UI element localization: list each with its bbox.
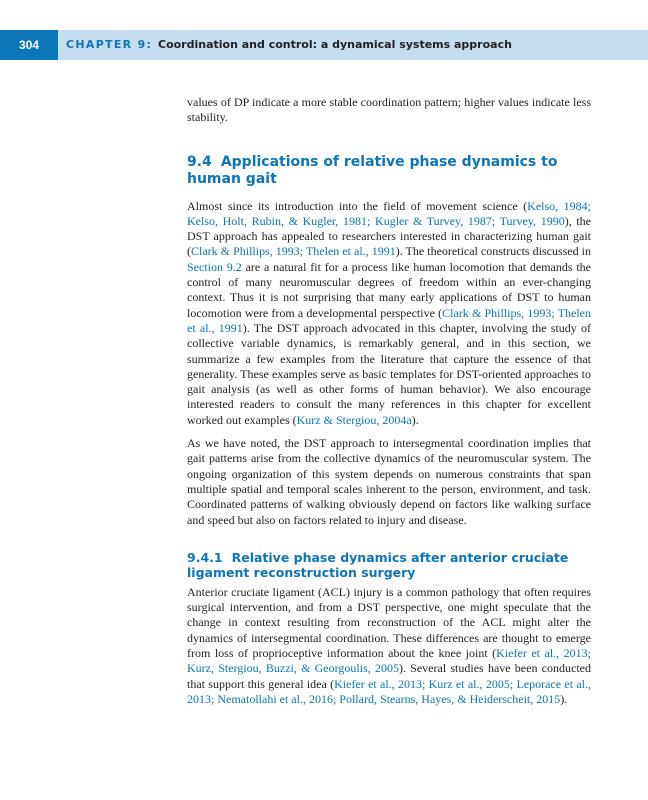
text-run: ). Several studies have been conducted that support this general idea ( bbox=[187, 661, 591, 691]
intro-paragraph: values of DP indicate a more stable coordination pattern; higher values indicate less stability. bbox=[187, 95, 591, 125]
section-paragraph-2: As we have noted, the DST approach to intersegmental coordination implies that gait patterns arise from the collective dynamics of the neuromuscular system. The ongoing organization of this system depends on numerous constraints that span multiple spatial and temporal scales inherent to the person, environment, and task. Coordinated patterns of walking obviously depend on factors like walking surface and speed but also on factors related to injury and disease. bbox=[187, 436, 591, 527]
text-run: ), the DST approach has appealed to researchers interested in characterizing human gait ( bbox=[187, 213, 592, 259]
subsection-paragraph-1 bbox=[187, 585, 591, 707]
citation-link[interactable]: Kiefer et al., 2013; Kurz et al., 2005; Leporace et al., 2013; Nematollahi et al., 2016; Pollard, Stearns, Hayes, & Heiderscheit, 2015 bbox=[187, 676, 591, 706]
section-crossref-link[interactable]: Section 9.2 bbox=[187, 259, 242, 274]
citation-link[interactable]: Clark & Phillips, 1993; Thelen et al., 1991 bbox=[191, 244, 396, 259]
section-heading bbox=[187, 154, 591, 188]
text-run: ). The DST approach advocated in this chapter, involving the study of collective variable dynamics, is remarkably general, and in this section, we summarize a few examples from the literature that capture the essence of that generality. These examples serve as basic templates for DST-oriented approaches to gait analysis (as well as other forms of human behavior). We also encourage interested readers to consult the many references in this chapter for excellent worked out examples ( bbox=[187, 320, 591, 427]
citation-link[interactable]: Kiefer et al., 2013; Kurz, Stergiou, Buzzi, & Georgoulis, 2005 bbox=[187, 646, 591, 676]
section-number: 9.4 bbox=[187, 153, 212, 170]
text-run: ). bbox=[560, 691, 568, 706]
subsection-number: 9.4.1 bbox=[187, 549, 223, 565]
citation-link[interactable]: Kurz & Stergiou, 2004a bbox=[296, 412, 412, 427]
text-run: Almost since its introduction into the field of movement science ( bbox=[187, 198, 528, 213]
section-paragraph-1 bbox=[187, 199, 591, 428]
text-run: ). bbox=[411, 412, 419, 427]
citation-link[interactable]: Clark & Phillips, 1993; Thelen et al., 1991 bbox=[187, 305, 592, 335]
subsection-heading bbox=[187, 550, 591, 581]
chapter-label: CHAPTER 9: bbox=[66, 38, 153, 51]
text-run: ). The theoretical constructs discussed in bbox=[395, 244, 592, 259]
page-body bbox=[187, 95, 591, 707]
chapter-title: Coordination and control: a dynamical systems approach bbox=[158, 38, 512, 51]
citation-link[interactable]: Kelso, 1984; Kelso, Holt, Rubin, & Kugler, 1981; Kugler & Turvey, 1987; Turvey, 1990 bbox=[187, 198, 591, 228]
text-run: Anterior cruciate ligament (ACL) injury is a common pathology that often requires surgical intervention, and from a DST perspective, one might speculate that the change in context resulting from reconstruction of the ACL might alter the dynamics of intersegmental coordination. These differences are thought to emerge from loss of proprioceptive information about the knee joint ( bbox=[187, 584, 591, 661]
text-run: are a natural fit for a process like human locomotion that demands the control of many neuromuscular degrees of freedom within an ever-changing context. Thus it is not surprising that many early applications of DST to human locomotion were from a developmental perspective ( bbox=[187, 259, 592, 320]
page-number: 304 bbox=[0, 30, 58, 60]
section-title: Applications of relative phase dynamics to human gait bbox=[187, 153, 558, 187]
subsection-title: Relative phase dynamics after anterior cruciate ligament reconstruction surgery bbox=[187, 549, 569, 581]
